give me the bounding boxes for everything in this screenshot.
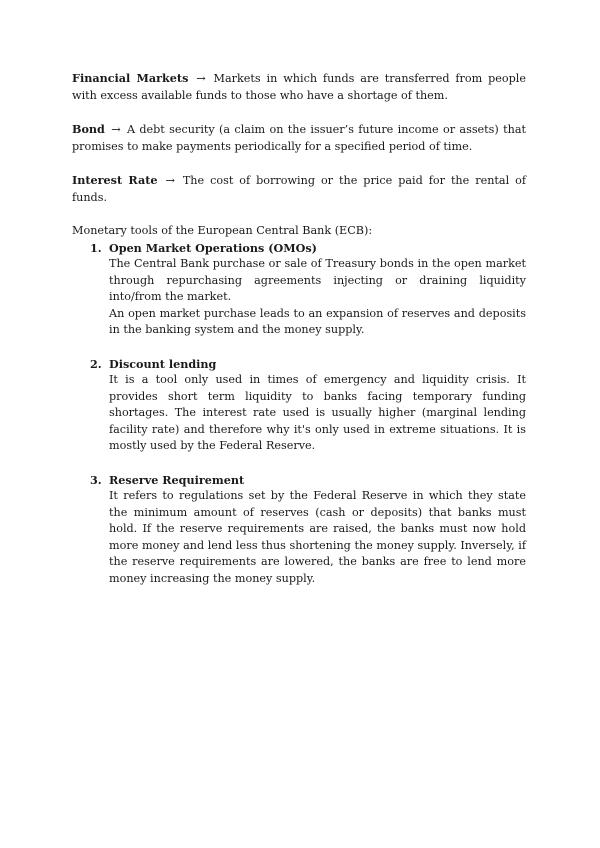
tool-title: Open Market Operations (OMOs) xyxy=(109,240,317,255)
definition-term: Bond xyxy=(72,122,105,136)
list-number: 2. xyxy=(90,356,102,371)
list-item xyxy=(72,356,526,455)
right-arrow-icon: → xyxy=(196,72,206,85)
definition-interest-rate xyxy=(72,172,526,206)
definition-term: Financial Markets xyxy=(72,71,189,85)
list-number: 3. xyxy=(90,472,102,487)
tool-text: It is a tool only used in times of emergency and liquidity crisis. It provides short term liquidity to banks facing temporary funding shortages. The interest rate used is usually higher (marginal lending facility rate) and therefore why it's only used in extreme situations. It is mostly used by the Federal Reserve. xyxy=(109,373,526,452)
right-arrow-icon: → xyxy=(165,174,175,187)
document-page xyxy=(72,70,526,604)
tools-list xyxy=(72,240,526,588)
definition-text: A debt security (a claim on the issuer’s future income or assets) that promises to make payments periodically for a specified period of time. xyxy=(72,123,526,153)
tool-title: Discount lending xyxy=(109,356,217,371)
tool-text: The Central Bank purchase or sale of Treasury bonds in the open market through repurchasing agreements injecting or draining liquidity into/from the market. xyxy=(109,257,526,303)
tool-text: An open market purchase leads to an expansion of reserves and deposits in the banking system and the money supply. xyxy=(109,306,526,336)
right-arrow-icon: → xyxy=(111,123,121,136)
tool-text: It refers to regulations set by the Federal Reserve in which they state the minimum amount of reserves (cash or deposits) that banks must hold. If the reserve requirements are raised, the banks must now hold more money and lend less thus shortening the money supply. Inversely, if the reserve requirements are lowered, the banks are free to lend more money increasing the money supply. xyxy=(109,489,526,585)
definition-bond xyxy=(72,121,526,155)
definition-term: Interest Rate xyxy=(72,173,158,187)
list-item xyxy=(72,472,526,588)
list-number: 1. xyxy=(90,240,102,255)
tools-intro: Monetary tools of the European Central Bank (ECB): xyxy=(72,224,373,237)
definition-text: Markets in which funds are transferred from people with excess available funds to those who have a shortage of them. xyxy=(72,72,526,102)
definition-text: The cost of borrowing or the price paid for the rental of funds. xyxy=(72,174,526,204)
definition-financial-markets xyxy=(72,70,526,104)
tool-title: Reserve Requirement xyxy=(109,472,245,487)
list-item xyxy=(72,240,526,339)
